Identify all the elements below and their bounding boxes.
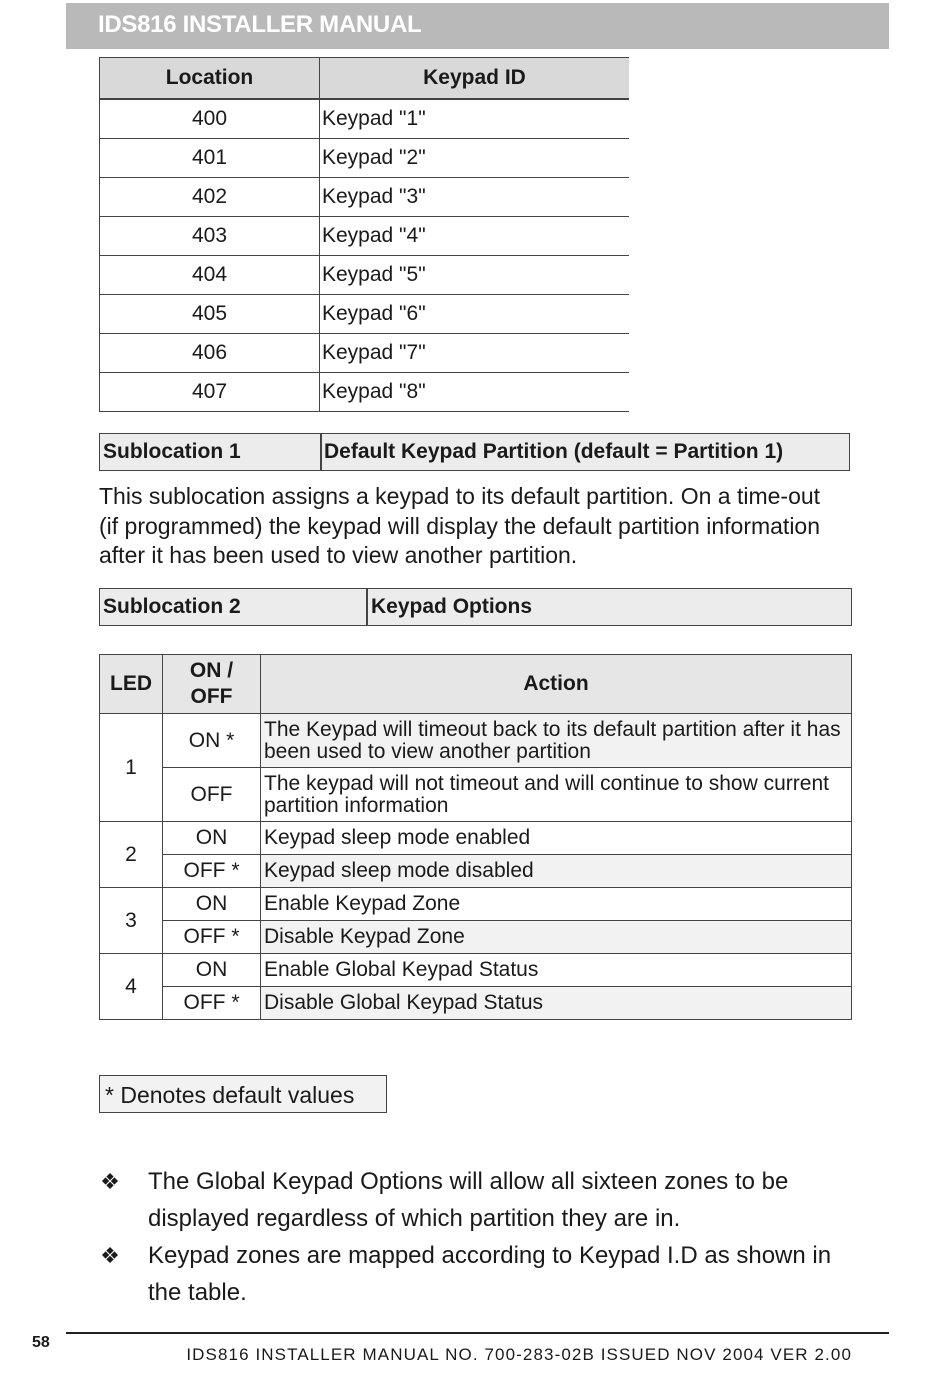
table-row [100, 822, 852, 855]
state-cell: ON [163, 954, 261, 987]
column-header-keypad-id: Keypad ID [320, 58, 630, 100]
location-cell: 402 [100, 178, 320, 217]
keypad-id-cell: Keypad "3" [320, 178, 630, 217]
led-cell: 1 [100, 714, 163, 822]
divider [320, 434, 322, 470]
table-row [100, 217, 630, 256]
state-cell: OFF * [163, 855, 261, 888]
keypad-id-cell: Keypad "8" [320, 373, 630, 412]
footer-divider [66, 1332, 889, 1334]
action-cell: Keypad sleep mode disabled [261, 855, 852, 888]
led-cell: 4 [100, 954, 163, 1020]
table-row [100, 373, 630, 412]
keypad-id-table [99, 57, 629, 412]
keypad-options-table [99, 654, 852, 1020]
bullet-text: Keypad zones are mapped according to Keypad I.D as shown in the table. [148, 1242, 832, 1306]
column-header-action: Action [261, 655, 852, 714]
table-row [100, 855, 852, 888]
sublocation-1-description: This sublocation assigns a keypad to its default partition. On a time-out (if programmed) the keypad will display the default partition information after it has been used to view another partition. [99, 483, 821, 568]
list-item [99, 1163, 859, 1237]
table-header-row [100, 58, 630, 100]
page-header [66, 3, 889, 49]
table-row [100, 256, 630, 295]
action-cell: Keypad sleep mode enabled [261, 822, 852, 855]
header-off-label: OFF [190, 685, 233, 708]
list-item [99, 1237, 859, 1311]
location-cell: 403 [100, 217, 320, 256]
bullet-text: The Global Keypad Options will allow all sixteen zones to be displayed regardless of which partition they are in. [148, 1168, 789, 1232]
action-cell: Enable Keypad Zone [261, 888, 852, 921]
table-row [100, 987, 852, 1020]
header-on-label: ON / [189, 659, 234, 682]
keypad-id-cell: Keypad "5" [320, 256, 630, 295]
keypad-id-cell: Keypad "4" [320, 217, 630, 256]
keypad-id-cell: Keypad "6" [320, 295, 630, 334]
keypad-id-cell: Keypad "7" [320, 334, 630, 373]
page-title: IDS816 INSTALLER MANUAL [98, 11, 422, 38]
state-cell: OFF [163, 768, 261, 822]
location-cell: 407 [100, 373, 320, 412]
column-header-on-off [163, 655, 261, 714]
table-row [100, 888, 852, 921]
table-header-row [100, 655, 852, 714]
led-cell: 2 [100, 822, 163, 888]
state-cell: OFF * [163, 921, 261, 954]
location-cell: 406 [100, 334, 320, 373]
table-row [100, 139, 630, 178]
footer-text: IDS816 INSTALLER MANUAL NO. 700-283-02B ISSUED NOV 2004 VER 2.00 [186, 1345, 852, 1364]
led-cell: 3 [100, 888, 163, 954]
sublocation-1-box [99, 433, 850, 471]
location-cell: 405 [100, 295, 320, 334]
keypad-id-cell: Keypad "2" [320, 139, 630, 178]
diamond-bullet-icon: ❖ [100, 1169, 120, 1194]
location-cell: 400 [100, 99, 320, 139]
table-row [100, 921, 852, 954]
state-cell: ON [163, 888, 261, 921]
sublocation-2-label: Sublocation 2 [103, 595, 241, 618]
table-row [100, 768, 852, 822]
bullet-list [99, 1163, 859, 1311]
state-cell: ON * [163, 714, 261, 768]
column-header-location: Location [100, 58, 320, 100]
column-header-led: LED [100, 655, 163, 714]
table-row [100, 334, 630, 373]
action-cell: The Keypad will timeout back to its default partition after it has been used to view another partition [261, 714, 852, 768]
action-cell: Enable Global Keypad Status [261, 954, 852, 987]
state-cell: OFF * [163, 987, 261, 1020]
sublocation-1-title: Default Keypad Partition (default = Partition 1) [324, 440, 784, 463]
page-number: 58 [32, 1334, 50, 1351]
action-cell: Disable Keypad Zone [261, 921, 852, 954]
table-row [100, 99, 630, 139]
table-row [100, 714, 852, 768]
sublocation-2-box [99, 588, 852, 626]
action-cell: The keypad will not timeout and will continue to show current partition information [261, 768, 852, 822]
location-cell: 404 [100, 256, 320, 295]
keypad-id-cell: Keypad "1" [320, 99, 630, 139]
divider [366, 589, 368, 625]
sublocation-1-label: Sublocation 1 [103, 440, 241, 463]
table-row [100, 295, 630, 334]
sublocation-2-title: Keypad Options [371, 595, 533, 618]
table-row [100, 178, 630, 217]
diamond-bullet-icon: ❖ [100, 1243, 120, 1268]
default-values-note: * Denotes default values [99, 1075, 387, 1113]
location-cell: 401 [100, 139, 320, 178]
action-cell: Disable Global Keypad Status [261, 987, 852, 1020]
table-row [100, 954, 852, 987]
state-cell: ON [163, 822, 261, 855]
